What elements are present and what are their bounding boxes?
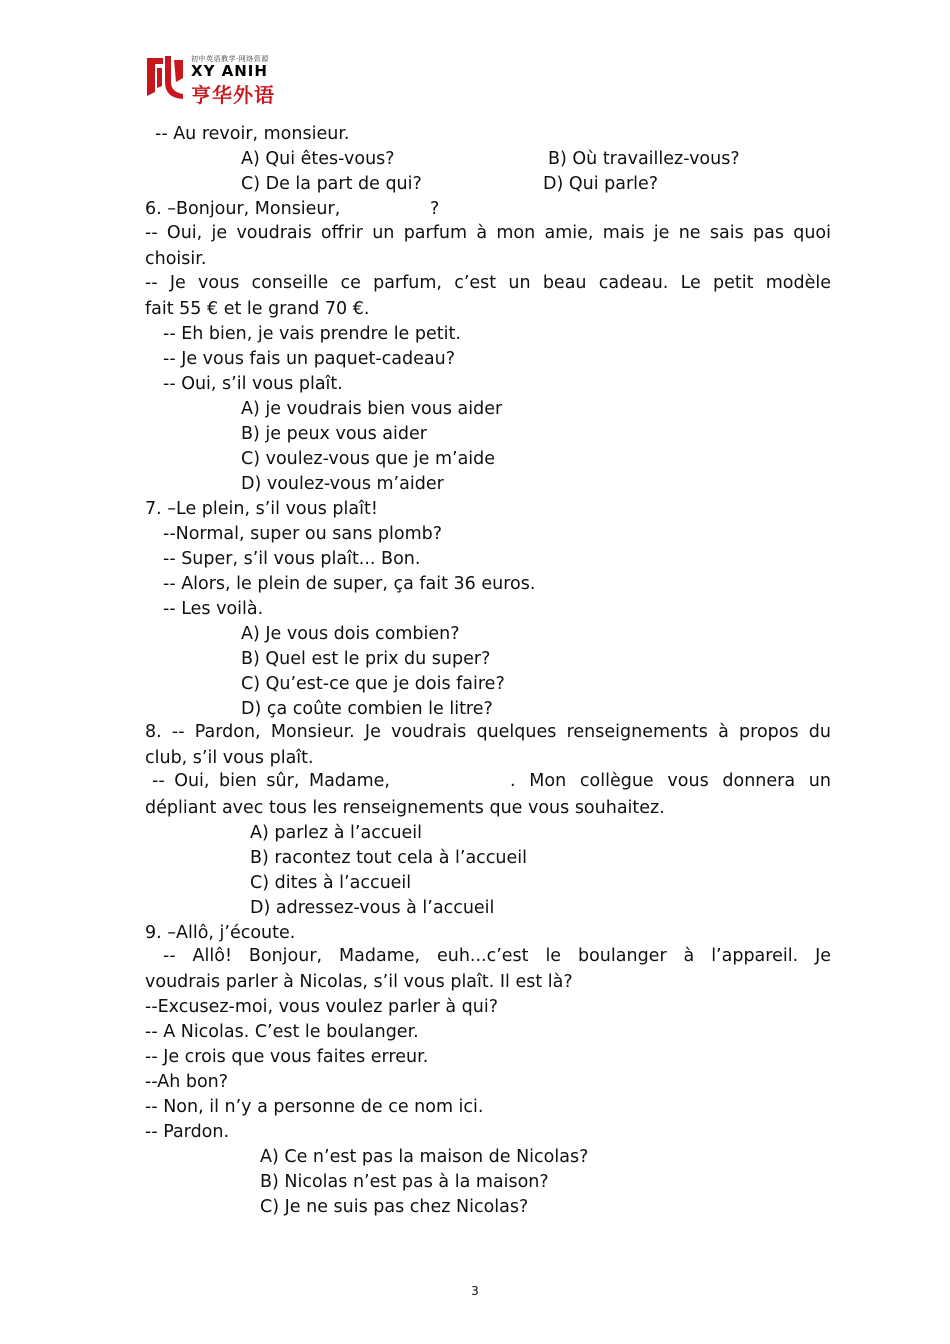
q5-dialogue-goodbye: -- Au revoir, monsieur. (155, 124, 350, 144)
q8-prompt-a: 8. -- Pardon, Monsieur. Je voudrais quelques renseignements à propos du (145, 722, 831, 742)
q6-dialogue-4: -- Je vous fais un paquet-cadeau? (163, 349, 455, 369)
q6-prompt-end: ? (430, 199, 440, 219)
q9-option-a: A) Ce n’est pas la maison de Nicolas? (260, 1147, 589, 1167)
q8-reply-end: . Mon collègue vous donnera un (510, 771, 831, 791)
q5-option-d: D) Qui parle? (543, 174, 659, 194)
q5-option-b: B) Où travaillez-vous? (548, 149, 740, 169)
q7-dialogue-3: -- Alors, le plein de super, ça fait 36 euros. (163, 574, 536, 594)
q7-option-b: B) Quel est le prix du super? (241, 649, 491, 669)
q6-option-b: B) je peux vous aider (241, 424, 427, 444)
q9-dialogue-7: -- Pardon. (145, 1122, 230, 1142)
q9-dialogue-1b: voudrais parler à Nicolas, s’il vous plaît. Il est là? (145, 972, 573, 992)
q7-prompt: 7. –Le plein, s’il vous plaît! (145, 499, 378, 519)
q6-dialogue-3: -- Eh bien, je vais prendre le petit. (163, 324, 461, 344)
logo-mark-icon (143, 52, 187, 100)
q8-reply-b: dépliant avec tous les renseignements que vous souhaitez. (145, 798, 665, 818)
q6-option-a: A) je voudrais bien vous aider (241, 399, 503, 419)
q7-dialogue-2: -- Super, s’il vous plaît... Bon. (163, 549, 421, 569)
q9-dialogue-1a: -- Allô! Bonjour, Madame, euh...c’est le boulanger à l’appareil. Je (163, 946, 831, 966)
q9-dialogue-3: -- A Nicolas. C’est le boulanger. (145, 1022, 419, 1042)
q6-dialogue-2a: -- Je vous conseille ce parfum, c’est un beau cadeau. Le petit modèle (145, 273, 831, 293)
q9-dialogue-4: -- Je crois que vous faites erreur. (145, 1047, 429, 1067)
q9-dialogue-2: --Excusez-moi, vous voulez parler à qui? (145, 997, 498, 1017)
q6-option-c: C) voulez-vous que je m’aide (241, 449, 496, 469)
q7-dialogue-4: -- Les voilà. (163, 599, 264, 619)
q7-option-d: D) ça coûte combien le litre? (241, 699, 493, 719)
q9-prompt: 9. –Allô, j’écoute. (145, 923, 296, 943)
q8-reply-start: -- Oui, bien sûr, Madame, (152, 771, 390, 791)
q6-dialogue-5: -- Oui, s’il vous plaît. (163, 374, 343, 394)
logo-tagline: 初中英语教学·网络资源 (191, 55, 269, 63)
q9-option-c: C) Je ne suis pas chez Nicolas? (260, 1197, 529, 1217)
q8-option-c: C) dites à l’accueil (250, 873, 412, 893)
q6-option-d: D) voulez-vous m’aider (241, 474, 444, 494)
q6-prompt-start: 6. –Bonjour, Monsieur, (145, 199, 341, 219)
q8-option-d: D) adressez-vous à l’accueil (250, 898, 495, 918)
q6-dialogue-1b: choisir. (145, 249, 207, 269)
page-number: 3 (471, 1284, 479, 1298)
logo-chinese-text: 亨华外语 (191, 83, 275, 107)
q9-option-b: B) Nicolas n’est pas à la maison? (260, 1172, 549, 1192)
q7-dialogue-1: --Normal, super ou sans plomb? (163, 524, 443, 544)
q8-option-b: B) racontez tout cela à l’accueil (250, 848, 527, 868)
q8-prompt-b: club, s’il vous plaît. (145, 748, 314, 768)
logo-brand-text: XY ANIH (191, 62, 268, 80)
q6-dialogue-1a: -- Oui, je voudrais offrir un parfum à mon amie, mais je ne sais pas quoi (145, 223, 831, 243)
q7-option-c: C) Qu’est-ce que je dois faire? (241, 674, 505, 694)
q8-option-a: A) parlez à l’accueil (250, 823, 423, 843)
q7-option-a: A) Je vous dois combien? (241, 624, 460, 644)
q9-dialogue-6: -- Non, il n’y a personne de ce nom ici. (145, 1097, 484, 1117)
publisher-logo (143, 52, 288, 107)
q5-option-c: C) De la part de qui? (241, 174, 422, 194)
q6-dialogue-2b: fait 55 € et le grand 70 €. (145, 299, 370, 319)
q9-dialogue-5: --Ah bon? (145, 1072, 229, 1092)
q5-option-a: A) Qui êtes-vous? (241, 149, 395, 169)
